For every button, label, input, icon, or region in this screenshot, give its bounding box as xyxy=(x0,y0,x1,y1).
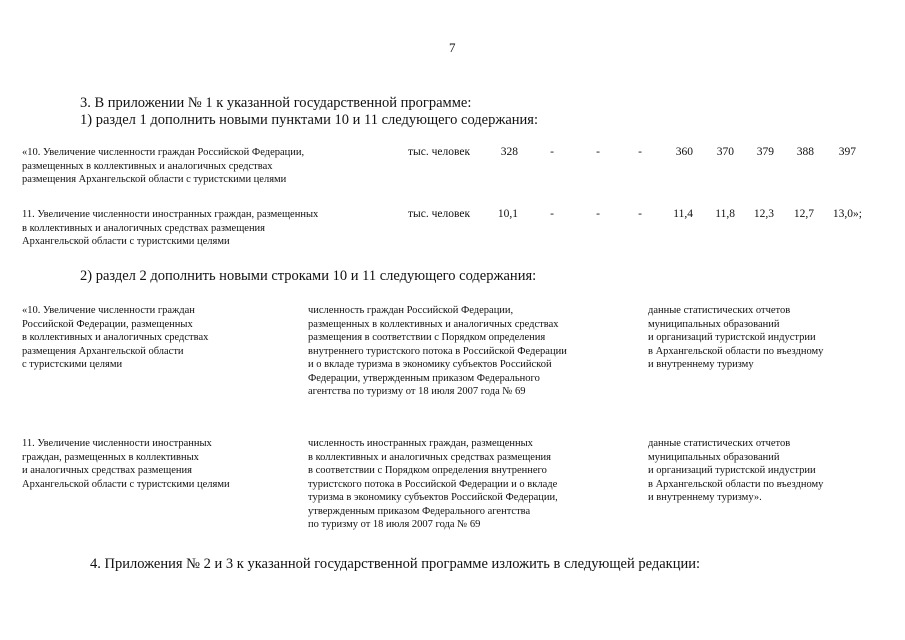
page-number: 7 xyxy=(449,40,456,55)
value-cell: 328 xyxy=(500,146,518,158)
value-cell: 10,1 xyxy=(497,208,518,220)
indicator-name: 11. Увеличение численности иностранных граждан, размещенных в коллективных и аналогичных средствах размещения Архангельской области с туристскими целями xyxy=(22,209,319,247)
source-cell: данные статистических отчетов муниципальных образований и организаций туристской индустрии в Архангельской области по въездному и внутреннему туризму». xyxy=(648,438,824,503)
value-cell: 11,8 xyxy=(715,208,735,220)
value-cell: 360 xyxy=(675,146,693,158)
value-cell: 13,0»; xyxy=(832,208,862,220)
value-cell: 11,4 xyxy=(673,208,693,220)
value-cell: - xyxy=(638,208,642,220)
value-cell: - xyxy=(596,146,600,158)
value-cell: - xyxy=(596,208,600,220)
method-cell: численность граждан Российской Федерации, размещенных в коллективных и аналогичных средствах размещения в соответствии с Порядком определения внутреннего туристского потока в Российской Федерации и о вкладе туризма в экономику субъектов Российской Федерации, утвержденным приказом Федерального агентства по туризму от 18 июля 2007 года № 69 xyxy=(308,305,567,397)
section-3-heading: 3. В приложении № 1 к указанной государственной программе: xyxy=(80,95,472,111)
value-cell: - xyxy=(550,146,554,158)
method-cell: численность иностранных граждан, размещенных в коллективных и аналогичных средствах размещения в соответствии с Порядком определения внутреннего туристского потока в Российской Федерации и о вкладе туризма в экономику субъектов Российской Федерации, утвержденным приказом Федерального агентства по туризму от 18 июля 2007 года № 69 xyxy=(308,438,558,530)
source-cell: данные статистических отчетов муниципальных образований и организаций туристской индустрии в Архангельской области по въездному и внутреннему туризму xyxy=(648,305,824,370)
value-cell: - xyxy=(638,146,642,158)
value-cell: 12,3 xyxy=(753,208,774,220)
section-4-heading: 4. Приложения № 2 и 3 к указанной государственной программе изложить в следующей редакции: xyxy=(90,556,701,572)
unit-cell: тыс. человек xyxy=(408,146,471,158)
value-cell: 370 xyxy=(716,146,734,158)
value-cell: 397 xyxy=(838,146,856,158)
section-2-heading: 2) раздел 2 дополнить новыми строками 10 и 11 следующего содержания: xyxy=(80,268,537,284)
value-cell: 379 xyxy=(756,146,774,158)
value-cell: 12,7 xyxy=(793,208,814,220)
value-cell: 388 xyxy=(796,146,814,158)
indicator-name: «10. Увеличение численности граждан Российской Федерации, размещенных в коллективных и аналогичных средствах размещения Архангельской области с туристскими целями xyxy=(22,147,305,185)
indicator-cell: «10. Увеличение численности граждан Российской Федерации, размещенных в коллективных и аналогичных средствах размещения Архангельской области с туристскими целями xyxy=(22,305,209,370)
value-cell: - xyxy=(550,208,554,220)
indicator-cell: 11. Увеличение численности иностранных граждан, размещенных в коллективных и аналогичных средствах размещения Архангельской области с туристскими целями xyxy=(22,438,230,490)
unit-cell: тыс. человек xyxy=(408,208,471,220)
section-3-subheading: 1) раздел 1 дополнить новыми пунктами 10 и 11 следующего содержания: xyxy=(80,112,539,128)
